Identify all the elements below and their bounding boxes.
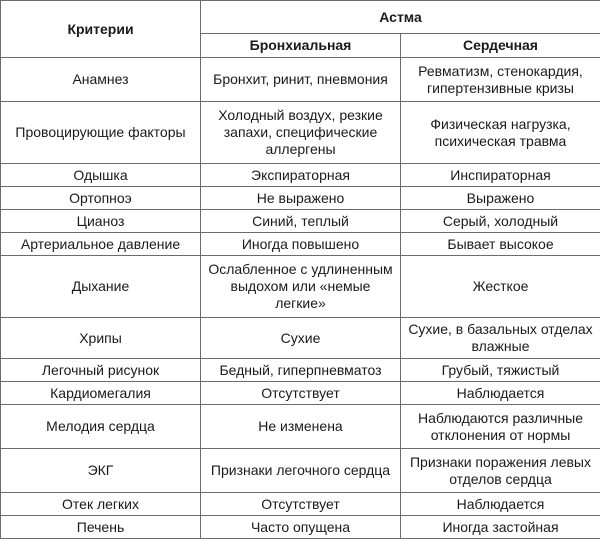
- asthma-header: Астма: [201, 1, 600, 34]
- bronchial-header: Бронхиальная: [201, 34, 401, 58]
- table-row: [1, 187, 600, 210]
- criterion-cell: ЭКГ: [1, 449, 201, 493]
- cardiac-cell: Наблюдаются различные отклонения от нормы: [401, 405, 600, 449]
- criterion-cell: Артериальное давление: [1, 233, 201, 256]
- table-row: [1, 449, 600, 493]
- criterion-cell: Анамнез: [1, 58, 201, 102]
- bronchial-cell: Отсутствует: [201, 382, 401, 405]
- cardiac-cell: Ревматизм, стенокардия, гипертензивные кризы: [401, 58, 600, 102]
- cardiac-cell: Наблюдается: [401, 382, 600, 405]
- bronchial-cell: Бедный, гиперпневматоз: [201, 359, 401, 382]
- cardiac-cell: Серый, холодный: [401, 210, 600, 233]
- cardiac-cell: Признаки поражения левых отделов сердца: [401, 449, 600, 493]
- cardiac-header: Сердечная: [401, 34, 600, 58]
- criterion-cell: Дыхание: [1, 256, 201, 318]
- criterion-cell: Отек легких: [1, 493, 201, 516]
- cardiac-cell: Сухие, в базальных отделах влажные: [401, 318, 600, 359]
- cardiac-cell: Бывает высокое: [401, 233, 600, 256]
- table-row: [1, 210, 600, 233]
- bronchial-cell: Отсутствует: [201, 493, 401, 516]
- table-row: [1, 164, 600, 187]
- criterion-cell: Мелодия сердца: [1, 405, 201, 449]
- criterion-cell: Кардиомегалия: [1, 382, 201, 405]
- criterion-cell: Печень: [1, 516, 201, 539]
- criterion-cell: Хрипы: [1, 318, 201, 359]
- cardiac-cell: Физическая нагрузка, психическая травма: [401, 102, 600, 164]
- bronchial-cell: Иногда повышено: [201, 233, 401, 256]
- bronchial-cell: Ослабленное с удлиненным выдохом или «немые легкие»: [201, 256, 401, 318]
- table-row: [1, 318, 600, 359]
- bronchial-cell: Сухие: [201, 318, 401, 359]
- cardiac-cell: Иногда застойная: [401, 516, 600, 539]
- criterion-cell: Провоцирующие факторы: [1, 102, 201, 164]
- bronchial-cell: Признаки легочного сердца: [201, 449, 401, 493]
- criterion-cell: Ортопноэ: [1, 187, 201, 210]
- cardiac-cell: Наблюдается: [401, 493, 600, 516]
- table-row: [1, 256, 600, 318]
- table-row: [1, 382, 600, 405]
- cardiac-cell: Инспираторная: [401, 164, 600, 187]
- bronchial-cell: Экспираторная: [201, 164, 401, 187]
- table-row: [1, 359, 600, 382]
- bronchial-cell: Холодный воздух, резкие запахи, специфические аллергены: [201, 102, 401, 164]
- table-row: [1, 58, 600, 102]
- table-row: [1, 233, 600, 256]
- table-row: [1, 493, 600, 516]
- bronchial-cell: Часто опущена: [201, 516, 401, 539]
- bronchial-cell: Синий, теплый: [201, 210, 401, 233]
- criterion-cell: Легочный рисунок: [1, 359, 201, 382]
- bronchial-cell: Не изменена: [201, 405, 401, 449]
- table-row: [1, 516, 600, 539]
- bronchial-cell: Бронхит, ринит, пневмония: [201, 58, 401, 102]
- criteria-header: Критерии: [1, 1, 201, 58]
- cardiac-cell: Грубый, тяжистый: [401, 359, 600, 382]
- cardiac-cell: Выражено: [401, 187, 600, 210]
- table-row: [1, 405, 600, 449]
- criterion-cell: Одышка: [1, 164, 201, 187]
- cardiac-cell: Жесткое: [401, 256, 600, 318]
- table-row: [1, 102, 600, 164]
- bronchial-cell: Не выражено: [201, 187, 401, 210]
- criterion-cell: Цианоз: [1, 210, 201, 233]
